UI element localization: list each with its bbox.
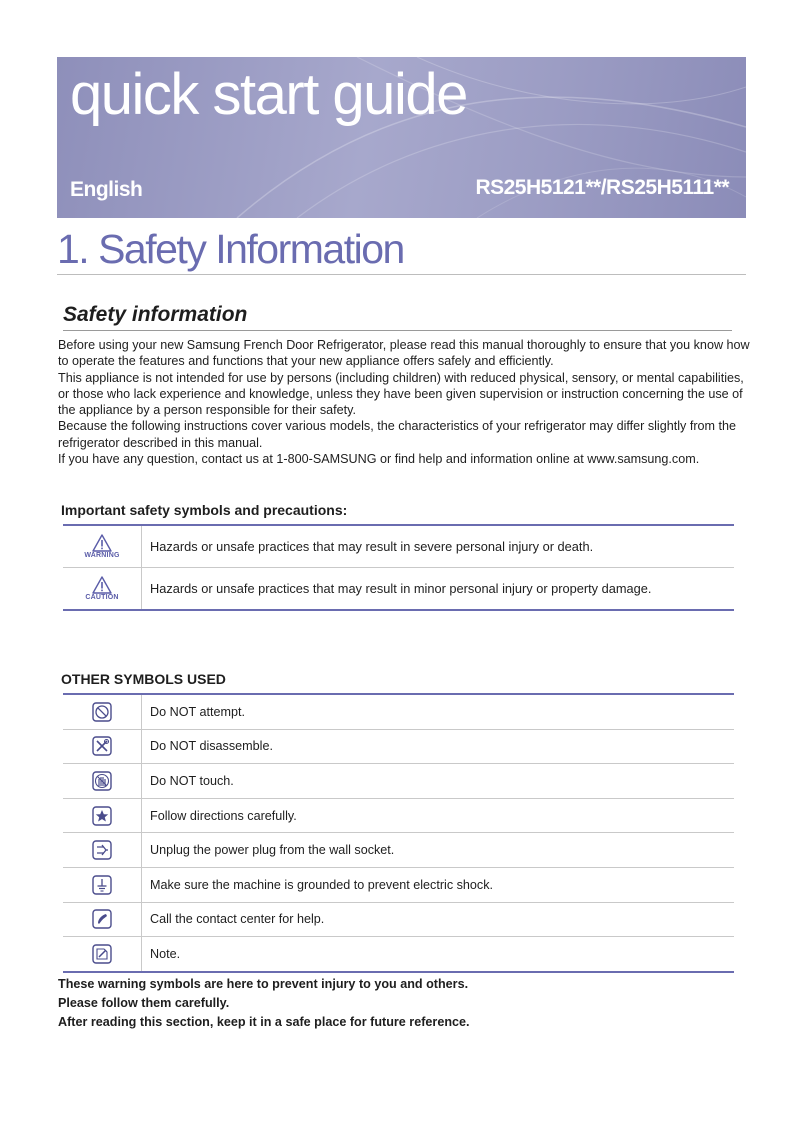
symbol-description: Hazards or unsafe practices that may result in minor personal injury or property damage. — [150, 581, 652, 596]
footer-line: Please follow them carefully. — [58, 996, 230, 1010]
table-row — [63, 936, 734, 971]
divider — [57, 274, 746, 275]
footer-note — [58, 975, 470, 1032]
table-row — [63, 798, 734, 833]
symbol-description: Do NOT disassemble. — [150, 739, 273, 754]
other-symbols-table — [63, 693, 734, 973]
phone-icon — [63, 903, 142, 937]
language-label: English — [70, 178, 143, 201]
symbol-description: Hazards or unsafe practices that may result in severe personal injury or death. — [150, 539, 594, 554]
ground-icon — [63, 868, 142, 902]
symbol-description: Note. — [150, 946, 181, 961]
symbol-description: Unplug the power plug from the wall socket. — [150, 843, 395, 858]
intro-paragraph: If you have any question, contact us at 1-800-SAMSUNG or find help and information online at www.samsung.com. — [58, 452, 700, 467]
table-row — [63, 695, 734, 729]
symbol-description: Follow directions carefully. — [150, 808, 297, 823]
table-row — [63, 567, 734, 609]
divider — [63, 330, 732, 331]
unplug-icon — [63, 833, 142, 867]
symbol-description: Do NOT attempt. — [150, 704, 245, 719]
table-row — [63, 832, 734, 867]
star-directions-icon — [63, 799, 142, 833]
prohibited-icon — [63, 695, 142, 729]
intro-paragraph: Because the following instructions cover various models, the characteristics of your refrigerator may differ slightly from the refrigerator described in this manual. — [58, 419, 737, 450]
intro-text — [58, 337, 750, 467]
table-row — [63, 902, 734, 937]
footer-line: These warning symbols are here to prevent injury to you and others. — [58, 977, 469, 991]
table-row — [63, 729, 734, 764]
no-touch-icon — [63, 764, 142, 798]
model-number: RS25H5121**/RS25H5111** — [475, 176, 729, 199]
no-disassemble-icon — [63, 730, 142, 764]
subsection-title: Safety information — [63, 303, 248, 326]
table-row — [63, 763, 734, 798]
footer-line: After reading this section, keep it in a safe place for future reference. — [58, 1015, 470, 1029]
intro-paragraph: This appliance is not intended for use by persons (including children) with reduced physical, sensory, or mental capabilities, or those who lack experience and knowledge, unless they have been given supervision or instruction concerning the use of the appliance by a person responsible for their safety. — [58, 370, 744, 418]
caution-triangle-icon — [63, 568, 142, 609]
guide-title: quick start guide — [70, 62, 467, 127]
important-symbols-table — [63, 524, 734, 611]
caution-label: CAUTION — [85, 594, 119, 601]
table-row — [63, 867, 734, 902]
other-symbols-heading: OTHER SYMBOLS USED — [61, 671, 226, 687]
header-banner — [57, 57, 746, 218]
warning-label: WARNING — [84, 552, 120, 559]
intro-paragraph: Before using your new Samsung French Door Refrigerator, please read this manual thoroughly to ensure that you know how to operate the features and functions that your new appliance offers safely and efficiently. — [58, 338, 750, 369]
symbol-description: Do NOT touch. — [150, 773, 234, 788]
warning-triangle-icon — [63, 526, 142, 567]
note-icon — [63, 937, 142, 971]
symbol-description: Call the contact center for help. — [150, 912, 325, 927]
symbol-description: Make sure the machine is grounded to prevent electric shock. — [150, 877, 494, 892]
important-symbols-heading: Important safety symbols and precautions: — [61, 502, 348, 518]
section-title: 1. Safety Information — [57, 226, 404, 272]
table-row — [63, 526, 734, 567]
